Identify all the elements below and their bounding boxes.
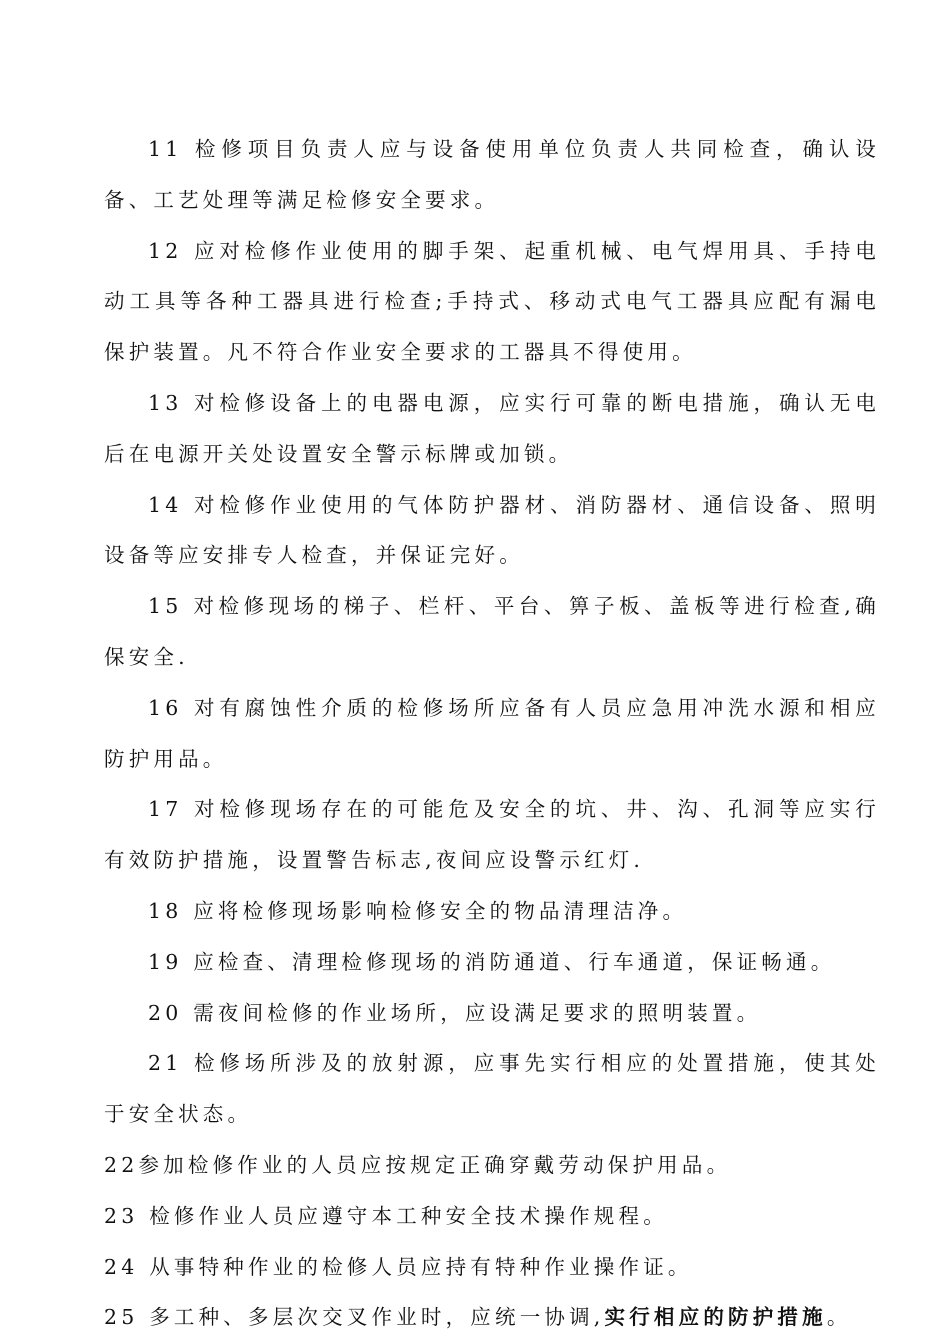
clause-21: 21 检修场所涉及的放射源，应事先实行相应的处置措施，使其处于安全状态。: [104, 1051, 880, 1127]
clause-23: 23 检修作业人员应遵守本工种安全技术操作规程。: [104, 1203, 668, 1228]
clause-19: 19 应检查、清理检修现场的消防通道、行车通道，保证畅通。: [148, 949, 836, 974]
clause-25-text: 25 多工种、多层次交叉作业时，应统一协调,: [104, 1305, 605, 1330]
clause-11: 11 检修项目负责人应与设备使用单位负责人共同检查，确认设备、工艺处理等满足检修安全要求。: [104, 137, 880, 212]
clause-16: 16 对有腐蚀性介质的检修场所应备有人员应急用冲洗水源和相应防护用品。: [104, 695, 880, 771]
clause-25: [104, 1292, 880, 1343]
clause-17: 17 对检修现场存在的可能危及安全的坑、井、沟、孔洞等应实行有效防护措施，设置警告标志,夜间应设警示红灯.: [104, 797, 880, 873]
clause-12: 12 应对检修作业使用的脚手架、起重机械、电气焊用具、手持电动工具等各种工器具进行检查;手持式、移动式电气工器具应配有漏电保护装置。凡不符合作业安全要求的工器具不得使用。: [104, 238, 880, 365]
clause-20: 20 需夜间检修的作业场所，应设满足要求的照明装置。: [148, 1000, 762, 1025]
clause-15: 15 对检修现场的梯子、栏杆、平台、箅子板、盖板等进行检查,确保安全.: [104, 594, 880, 669]
clause-13: 13 对检修设备上的电器电源，应实行可靠的断电措施，确认无电后在电源开关处设置安全警示标牌或加锁。: [104, 390, 880, 466]
clause-14: 14 对检修作业使用的气体防护器材、消防器材、通信设备、照明设备等应安排专人检查，并保证完好。: [104, 492, 880, 568]
clause-24: 24 从事特种作业的检修人员应持有特种作业操作证。: [104, 1254, 693, 1279]
clause-18: 18 应将检修现场影响检修安全的物品清理洁净。: [148, 898, 688, 923]
clause-25-end: 。: [826, 1305, 852, 1330]
clause-22: 22参加检修作业的人员应按规定正确穿戴劳动保护用品。: [104, 1152, 732, 1177]
clause-25-bold-text: 实行相应的防护措施: [604, 1305, 827, 1330]
